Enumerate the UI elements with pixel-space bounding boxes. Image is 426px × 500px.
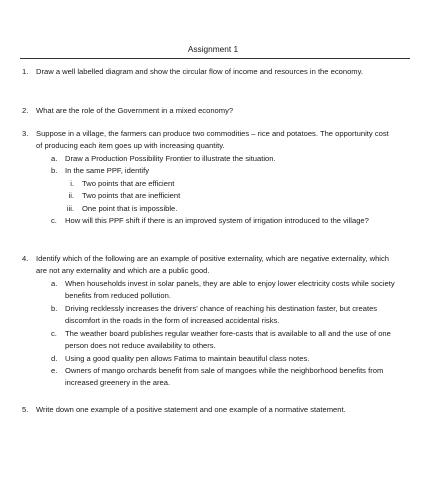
question-number: 2. xyxy=(22,106,29,115)
item-label: ii. xyxy=(68,191,74,200)
part-text: Owners of mango orchards benefit from sale of mangoes while the neighborhood benefits from increased greenery in the area. xyxy=(65,366,384,388)
part-text: In the same PPF, identify xyxy=(65,166,149,175)
item-text: Two points that are efficient xyxy=(82,179,175,188)
part-text: Using a good quality pen allows Fatima to maintain beautiful class notes. xyxy=(65,354,310,363)
question-text: Write down one example of a positive statement and one example of a normative statement. xyxy=(36,405,346,414)
part-label: e. xyxy=(51,366,58,375)
part-text: Draw a Production Possibility Frontier to illustrate the situation. xyxy=(65,154,276,163)
item-label: iii. xyxy=(66,204,74,213)
part-text: When households invest in solar panels, they are able to enjoy lower electricity costs while society benefits from reduced pollution. xyxy=(65,279,395,301)
question-text: Identify which of the following are an example of positive externality, which are negative externality, which are not any externality and which are a public good. xyxy=(36,254,390,276)
question-number: 4. xyxy=(22,254,29,263)
item-text: Two points that are inefficient xyxy=(82,191,181,200)
part-text: How will this PPF shift if there is an improved system of irrigation introduced to the village? xyxy=(65,216,369,225)
question-text: What are the role of the Government in a mixed economy? xyxy=(36,106,234,115)
title-divider xyxy=(20,58,410,59)
part-label: a. xyxy=(51,279,58,288)
part-label: c. xyxy=(51,216,57,225)
part-label: b. xyxy=(51,166,58,175)
question-text: Draw a well labelled diagram and show the circular flow of income and resources in the economy. xyxy=(36,67,363,76)
part-label: b. xyxy=(51,304,58,313)
part-label: d. xyxy=(51,354,58,363)
question-number: 5. xyxy=(22,405,29,414)
part-label: c. xyxy=(51,329,57,338)
question-text: Suppose in a village, the farmers can produce two commodities – rice and potatoes. The opportunity cost of producing each item goes up with increasing quantity. xyxy=(36,129,389,151)
part-text: Driving recklessly increases the drivers' chance of reaching his destination faster, but creates discomfort in the roads in the form of increased accidental risks. xyxy=(65,304,378,326)
item-text: One point that is impossible. xyxy=(82,204,178,213)
question-number: 3. xyxy=(22,129,29,138)
page-title: Assignment 1 xyxy=(187,44,239,54)
question-number: 1. xyxy=(22,67,29,76)
part-text: The weather board publishes regular weather fore-casts that is available to all and the use of one person does not reduce availability to others. xyxy=(65,329,391,351)
part-label: a. xyxy=(51,154,58,163)
item-label: i. xyxy=(70,179,74,188)
